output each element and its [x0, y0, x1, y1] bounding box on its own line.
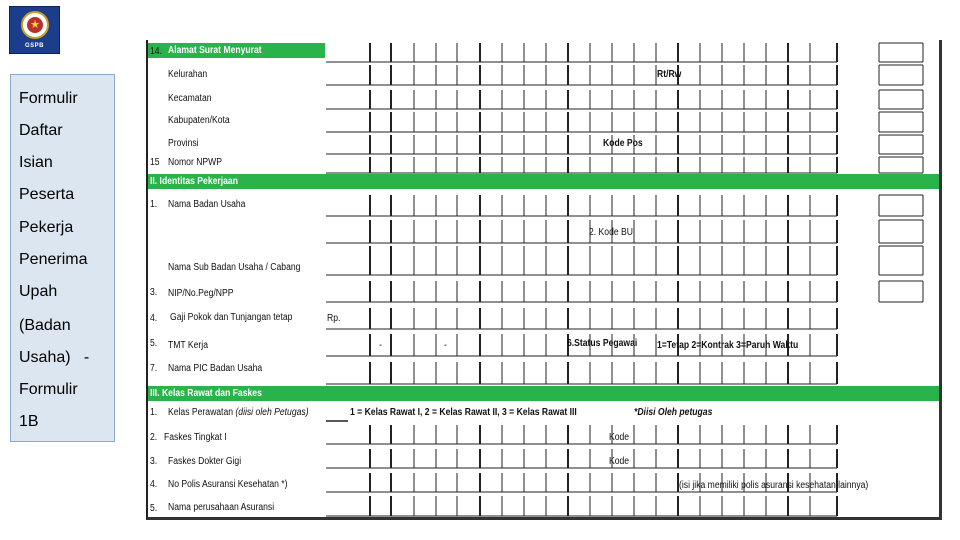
kecamatan-label[interactable]: Kecamatan [168, 93, 212, 104]
row-number: 2. [150, 432, 158, 443]
status-options: 1=Tetap 2=Kontrak 3=Paruh Waktu [657, 340, 799, 351]
row-number: 4. [150, 313, 158, 324]
pic-label[interactable]: Nama PIC Badan Usaha [168, 363, 263, 374]
panel-line: Daftar [19, 122, 63, 139]
logo-text: GSPB [24, 43, 44, 49]
currency-label: Rp. [327, 313, 341, 324]
emblem-icon [21, 11, 49, 39]
row-number: 15 [150, 157, 160, 168]
panel-line: Formulir [19, 90, 78, 107]
panel-line: Usaha) - [19, 349, 90, 366]
row-number: 4. [150, 479, 158, 490]
panel-line: Upah [19, 283, 58, 300]
star-icon: ★ [27, 17, 43, 33]
npwp-label[interactable]: Nomor NPWP [168, 157, 223, 168]
provinsi-label[interactable]: Provinsi [168, 138, 199, 149]
sub-badan-label[interactable]: Nama Sub Badan Usaha / Cabang [168, 262, 301, 273]
tmt-label[interactable]: TMT Kerja [168, 340, 208, 351]
dokter-gigi-label[interactable]: Faskes Dokter Gigi [168, 456, 242, 467]
faskes-kode-label: Kode [609, 432, 630, 443]
faskes-label[interactable]: Faskes Tingkat I [164, 432, 227, 443]
kelas-perawatan-text: Kelas Perawatan [168, 407, 234, 418]
title-panel [10, 74, 115, 442]
kelurahan-label[interactable]: Kelurahan [168, 69, 208, 80]
kelas-perawatan-note: (diisi oleh Petugas) [235, 407, 309, 418]
date-separator: - [379, 340, 382, 351]
kelas-perawatan-label[interactable] [168, 407, 309, 418]
row-number: 5. [150, 503, 158, 514]
asuransi-label[interactable]: Nama perusahaan Asuransi [168, 502, 275, 513]
section-bar-identitas [148, 174, 942, 189]
section-bar-kelas [148, 386, 942, 401]
row-number: 5. [150, 338, 158, 349]
panel-line: (Badan [19, 317, 71, 334]
status-pegawai-label: 6.Status Pegawai [567, 338, 638, 349]
form-grid [148, 40, 942, 520]
logo [9, 6, 60, 54]
date-separator: - [444, 340, 447, 351]
polis-note: (isi jika memiliki polis asuransi kesehatan lainnya) [679, 480, 869, 491]
row-number: 14. [150, 46, 162, 57]
dokter-gigi-kode-label: Kode [609, 456, 630, 467]
nama-badan-usaha-label[interactable]: Nama Badan Usaha [168, 199, 246, 210]
panel-line: Peserta [19, 186, 75, 203]
row-number: 1. [150, 407, 158, 418]
panel-line: Penerima [19, 251, 88, 268]
registration-form [146, 40, 942, 520]
rt-rw-label: Rt/Rw [657, 69, 682, 80]
section-identitas-title: II. Identitas Pekerjaan [150, 176, 238, 187]
row-number: 1. [150, 199, 158, 210]
polis-label[interactable]: No Polis Asuransi Kesehatan *) [168, 479, 288, 490]
section-kelas-title: III. Kelas Rawat dan Faskes [150, 388, 262, 399]
kelas-options: 1 = Kelas Rawat I, 2 = Kelas Rawat II, 3 = Kelas Rawat III [350, 407, 577, 418]
kabupaten-label[interactable]: Kabupaten/Kota [168, 115, 230, 126]
panel-line: 1B [19, 413, 39, 430]
row-number: 7. [150, 363, 158, 374]
gaji-label[interactable]: Gaji Pokok dan Tunjangan tetap [170, 312, 293, 323]
kode-bu-label: 2. Kode BU [589, 227, 633, 238]
nip-label[interactable]: NIP/No.Peg/NPP [168, 288, 234, 299]
address-title: Alamat Surat Menyurat [168, 45, 262, 56]
row-number: 3. [150, 287, 158, 298]
panel-line: Formulir [19, 381, 78, 398]
petugas-note: *Diisi Oleh petugas [634, 407, 713, 418]
panel-line: Isian [19, 154, 53, 171]
kode-pos-label: Kode Pos [603, 138, 643, 149]
row-number: 3. [150, 456, 158, 467]
panel-line: Pekerja [19, 219, 74, 236]
